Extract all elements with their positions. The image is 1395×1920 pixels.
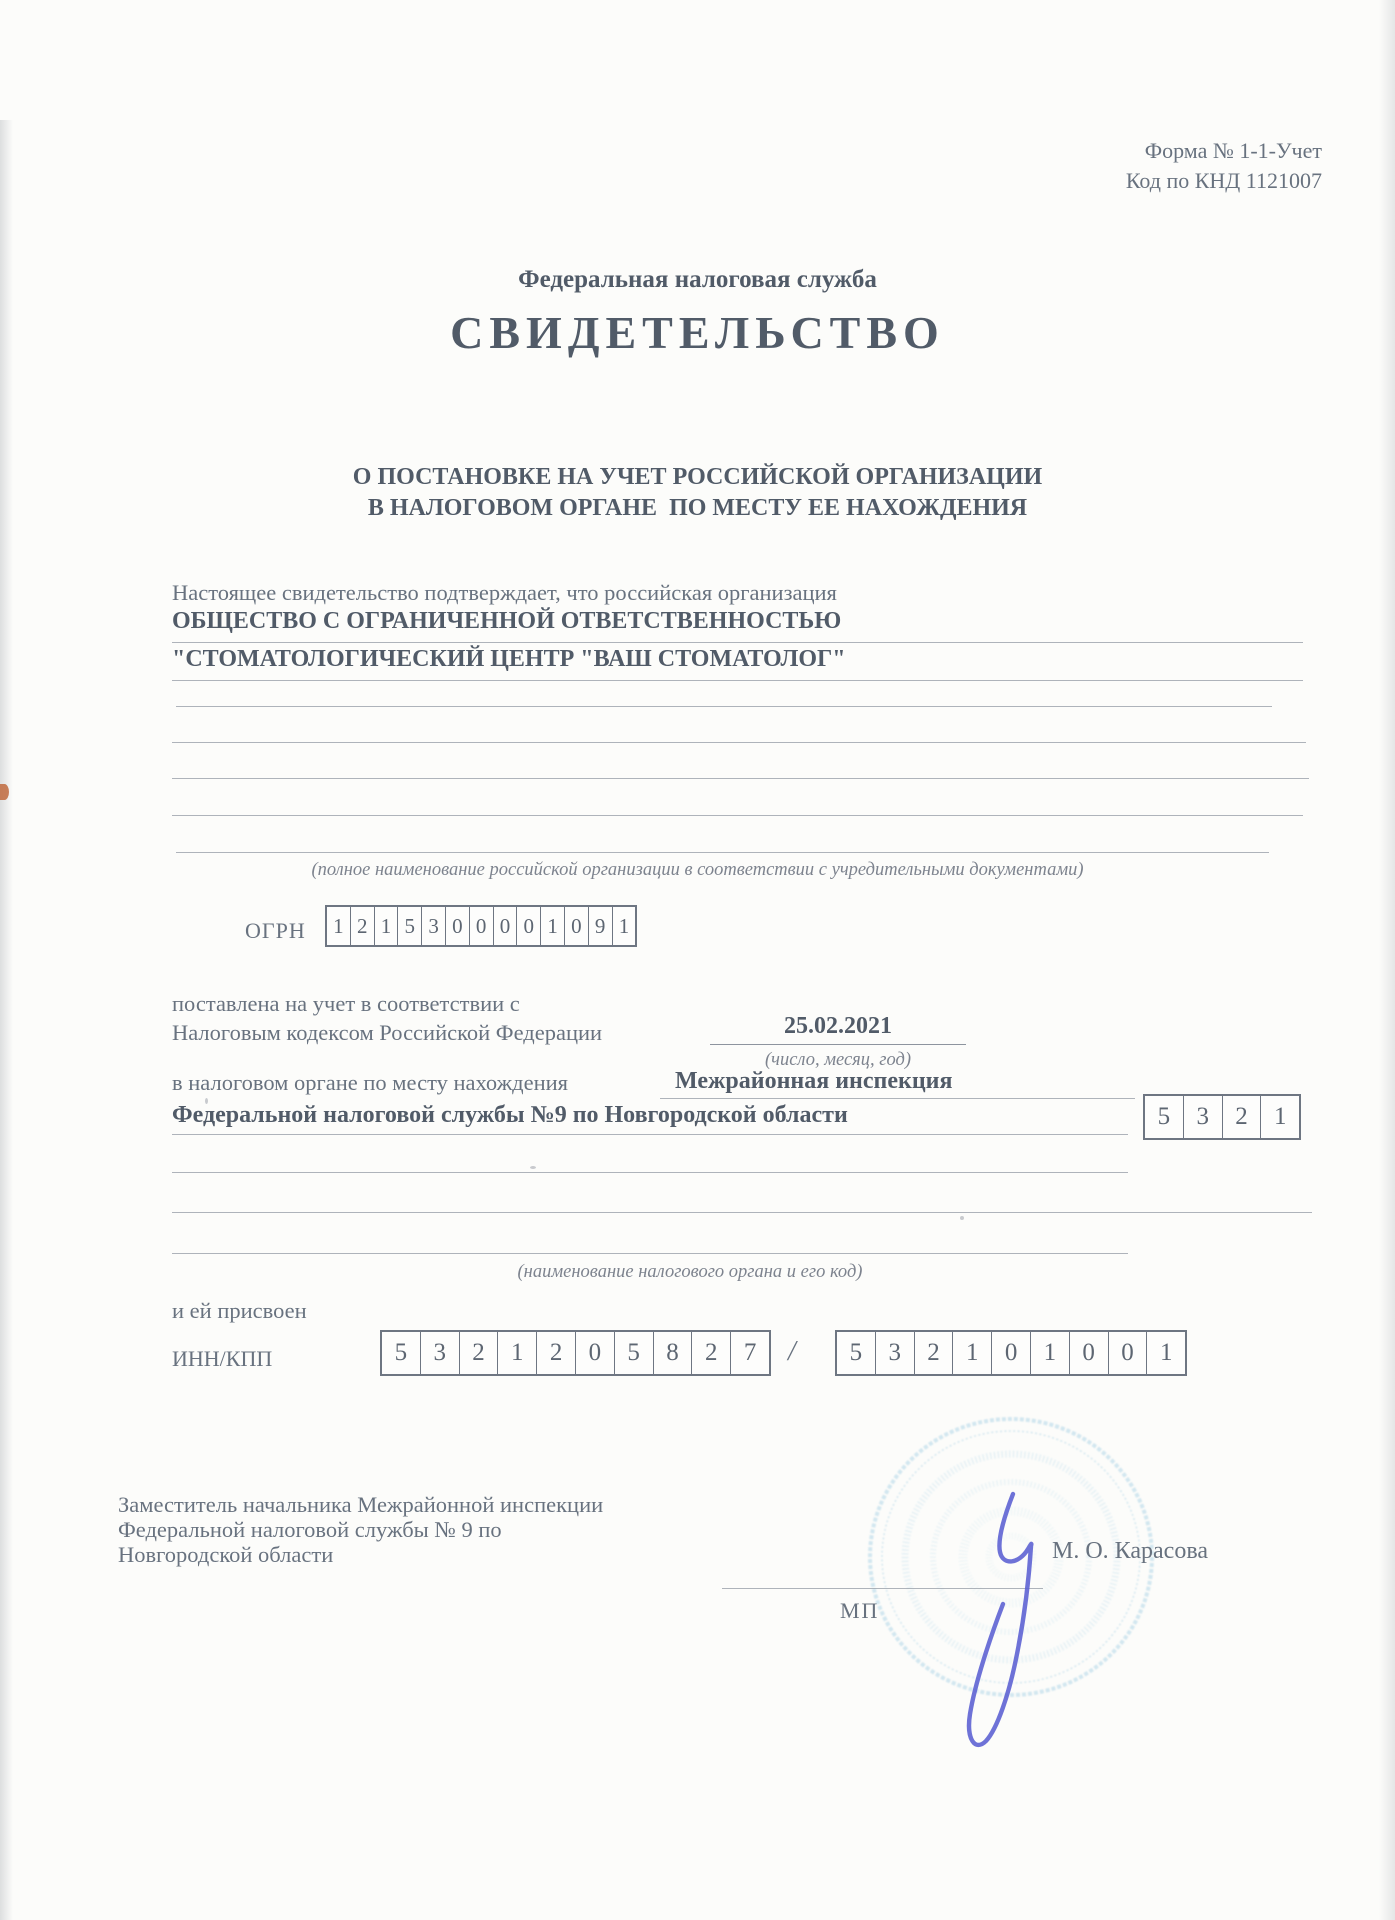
authority-caption: (наименование налогового органа и его код) [517, 1262, 863, 1282]
digit-cell: 8 [654, 1332, 693, 1374]
digit-cell: 5 [615, 1332, 654, 1374]
organization-name-line1: ОБЩЕСТВО С ОГРАНИЧЕННОЙ ОТВЕТСТВЕННОСТЬЮ [172, 608, 842, 634]
digit-cell: 2 [1223, 1096, 1262, 1138]
ruled-line [176, 852, 1269, 853]
ruled-line [172, 1172, 1128, 1173]
ruled-line [172, 815, 1303, 816]
digit-cell: 0 [565, 907, 589, 945]
assigned-label: и ей присвоен [172, 1298, 307, 1323]
ogrn-label: ОГРН [245, 918, 306, 943]
digit-cell: 1 [327, 907, 351, 945]
form-number-label: Форма № 1-1-Учет [1144, 138, 1322, 163]
official-title-line1: Заместитель начальника Межрайонной инспекции [118, 1492, 604, 1517]
digit-cell: 5 [837, 1332, 876, 1374]
inn-kpp-label: ИНН/КПП [172, 1346, 273, 1371]
digit-cell: 0 [470, 907, 494, 945]
digit-cell: 1 [1031, 1332, 1070, 1374]
document-subtitle-line2: В НАЛОГОВОМ ОРГАНЕ ПО МЕСТУ ЕЕ НАХОЖДЕНИЯ [367, 495, 1028, 521]
digit-cell: 0 [494, 907, 518, 945]
digit-cell: 0 [576, 1332, 615, 1374]
digit-cell: 5 [382, 1332, 421, 1374]
authority-name-line2: Федеральной налоговой службы №9 по Новгородской области [172, 1102, 848, 1128]
digit-cell: 2 [537, 1332, 576, 1374]
kpp-digit-grid [835, 1330, 1187, 1376]
authority-prefix-text: в налоговом органе по месту нахождения [172, 1070, 569, 1095]
ruled-line [172, 1134, 1128, 1135]
signature-line [722, 1588, 1043, 1589]
ruled-line [172, 680, 1303, 681]
digit-cell: 2 [692, 1332, 731, 1374]
inn-digit-grid [380, 1330, 771, 1376]
digit-cell: 0 [1109, 1332, 1148, 1374]
authority-name-line1: Межрайонная инспекция [675, 1068, 953, 1094]
digit-cell: 3 [1184, 1096, 1223, 1138]
digit-cell: 1 [541, 907, 565, 945]
scan-orange-mark [0, 784, 9, 800]
ruled-line [172, 778, 1309, 779]
digit-cell: 5 [398, 907, 422, 945]
digit-cell: 0 [446, 907, 470, 945]
ruled-line [172, 642, 1303, 643]
digit-cell: 1 [1274, 1103, 1287, 1130]
intro-text: Настоящее свидетельство подтверждает, что российская организация [172, 580, 837, 605]
ruled-line [172, 742, 1306, 743]
official-title-line2: Федеральной налоговой службы № 9 по [118, 1517, 502, 1542]
ruled-line [176, 706, 1272, 707]
scan-speck [960, 1216, 964, 1220]
digit-cell: 2 [351, 907, 375, 945]
digit-cell: 2 [460, 1332, 499, 1374]
inn-kpp-separator: / [788, 1336, 796, 1367]
document-subtitle-line1: О ПОСТАНОВКЕ НА УЧЕТ РОССИЙСКОЙ ОРГАНИЗАЦИИ [352, 464, 1043, 490]
official-name: М. О. Карасова [1052, 1538, 1208, 1564]
ruled-line [172, 1212, 1312, 1213]
digit-cell: 5 [1145, 1096, 1184, 1138]
ogrn-digit-grid [325, 905, 637, 947]
digit-cell: 2 [915, 1332, 954, 1374]
mp-label: МП [840, 1598, 880, 1623]
round-stamp [856, 1402, 1171, 1732]
digit-cell: 1 [953, 1332, 992, 1374]
scan-edge-left [0, 120, 13, 1920]
ruled-line [172, 1253, 1128, 1254]
digit-cell: 7 [743, 1339, 757, 1366]
official-title-line3: Новгородской области [118, 1542, 334, 1567]
digit-cell: 1 [498, 1332, 537, 1374]
authority-code-grid [1143, 1094, 1301, 1140]
digit-cell: 3 [876, 1332, 915, 1374]
ruled-line [660, 1098, 1135, 1099]
scan-speck [530, 1166, 536, 1169]
organization-name-line2: "СТОМАТОЛОГИЧЕСКИЙ ЦЕНТР "ВАШ СТОМАТОЛОГ" [172, 646, 846, 672]
digit-cell: 1 [618, 913, 630, 938]
digit-cell: 1 [1160, 1339, 1173, 1366]
knd-code-label: Код по КНД 1121007 [1125, 168, 1322, 193]
digit-cell: 3 [421, 1332, 460, 1374]
registered-text-line2: Налоговым кодексом Российской Федерации [172, 1020, 603, 1045]
digit-cell: 3 [422, 907, 446, 945]
agency-name: Федеральная налоговая служба [518, 266, 877, 293]
digit-cell: 9 [589, 907, 613, 945]
digit-cell: 0 [1070, 1332, 1109, 1374]
digit-cell: 0 [517, 907, 541, 945]
digit-cell: 0 [992, 1332, 1031, 1374]
document-title: СВИДЕТЕЛЬСТВО [450, 307, 945, 358]
digit-cell: 1 [375, 907, 399, 945]
registered-text-line1: поставлена на учет в соответствии с [172, 991, 520, 1016]
registration-date: 25.02.2021 [710, 1013, 966, 1045]
registration-date-caption: (число, месяц, год) [764, 1050, 912, 1070]
organization-name-caption: (полное наименование российской организации в соответствии с учредительными документами) [311, 860, 1084, 880]
